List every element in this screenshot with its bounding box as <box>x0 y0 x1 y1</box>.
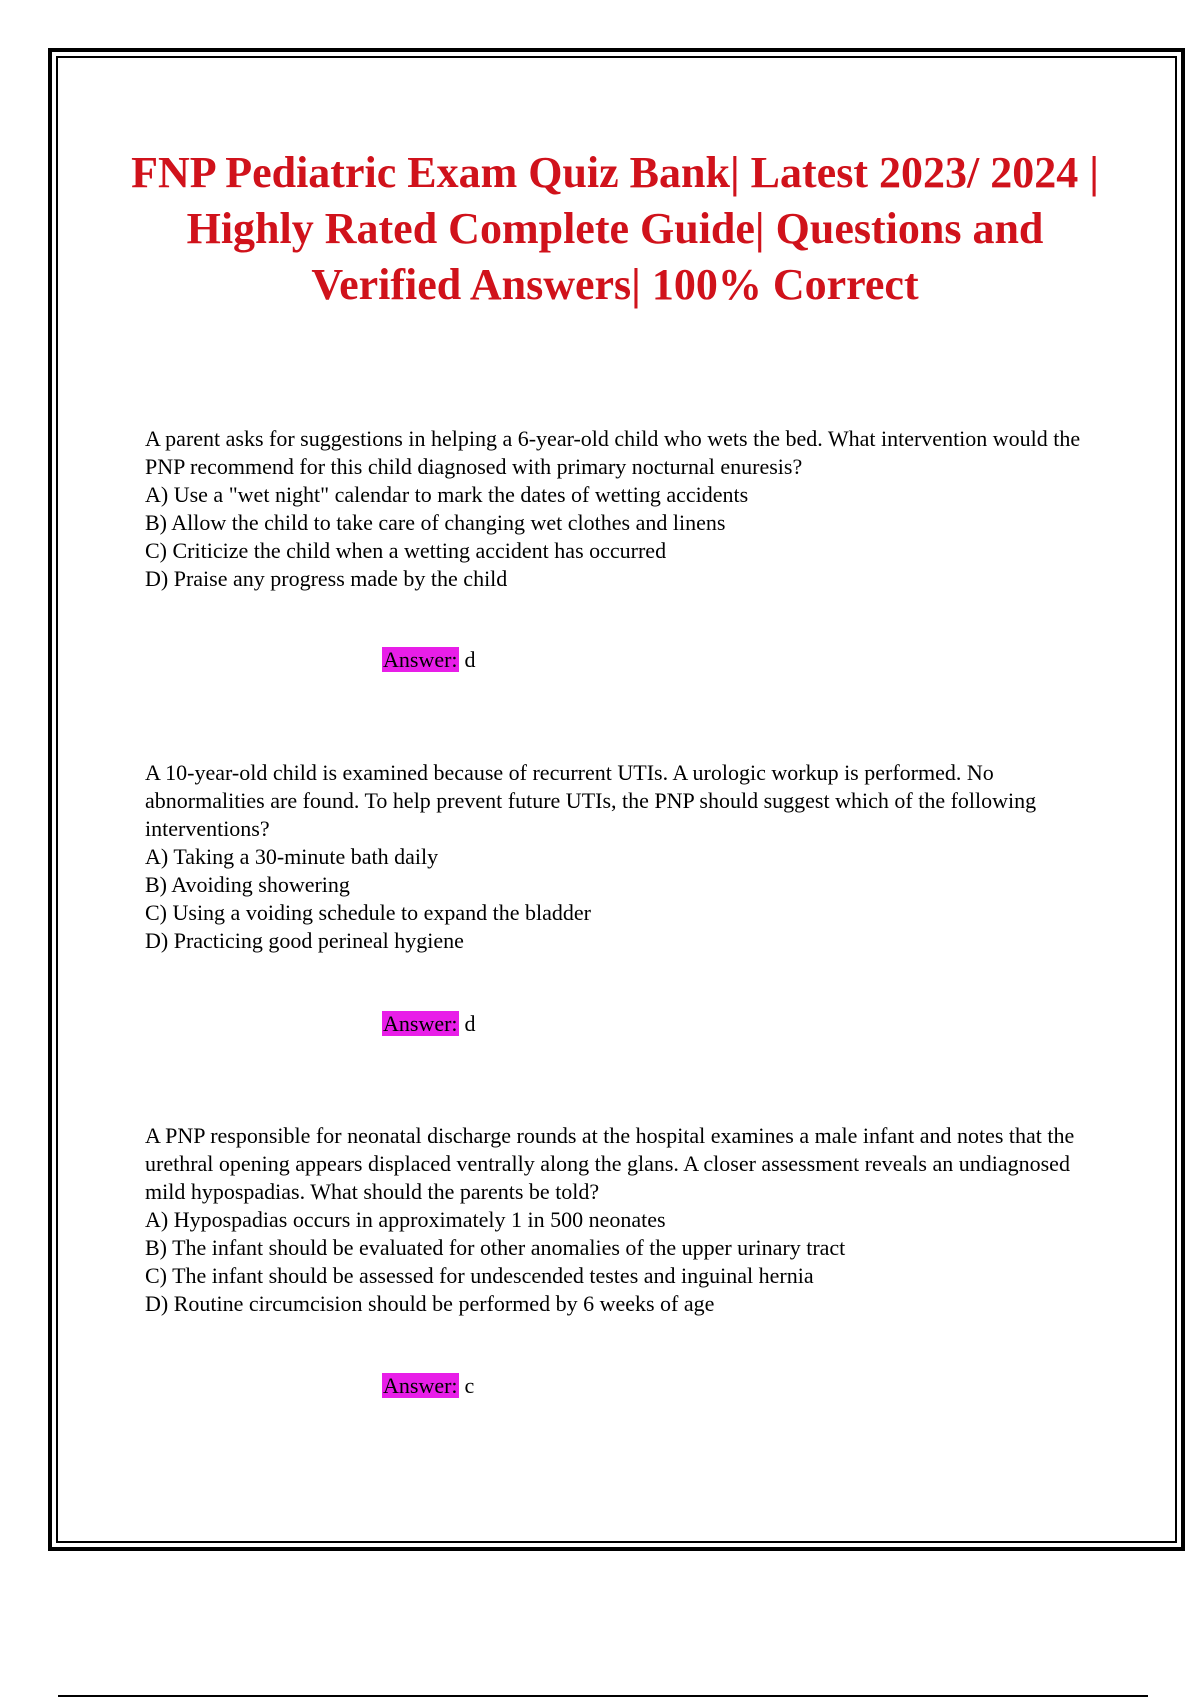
question-option-c: C) Using a voiding schedule to expand the bladder <box>145 900 592 925</box>
footer-divider <box>58 1695 1148 1697</box>
question-2 <box>145 759 1095 955</box>
question-stem: A parent asks for suggestions in helping a 6-year-old child who wets the bed. What intervention would the PNP recommend for this child diagnosed with primary nocturnal enuresis? <box>145 426 1081 479</box>
answer-3 <box>382 1372 474 1400</box>
answer-value: c <box>464 1373 475 1398</box>
question-option-a: A) Hypospadias occurs in approximately 1 in 500 neonates <box>145 1207 666 1232</box>
document-title: FNP Pediatric Exam Quiz Bank| Latest 2023/ 2024 | Highly Rated Complete Guide| Questions and Verified Answers| 100% Correct <box>131 148 1099 309</box>
question-stem: A 10-year-old child is examined because of recurrent UTIs. A urologic workup is performed. No abnormalities are found. To help prevent future UTIs, the PNP should suggest which of the following interventions? <box>145 760 1037 841</box>
question-3 <box>145 1122 1095 1318</box>
answer-label: Answer: <box>383 1373 458 1398</box>
question-option-d: D) Practicing good perineal hygiene <box>145 928 464 953</box>
answer-1 <box>382 646 476 674</box>
question-stem: A PNP responsible for neonatal discharge rounds at the hospital examines a male infant and notes that the urethral opening appears displaced ventrally along the glans. A closer assessment reveals an undiagnosed mild hypospadias. What should the parents be told? <box>145 1123 1075 1204</box>
answer-value: d <box>464 647 476 672</box>
question-option-d: D) Routine circumcision should be performed by 6 weeks of age <box>145 1291 715 1316</box>
answer-label: Answer: <box>383 1011 458 1036</box>
question-option-a: A) Use a "wet night" calendar to mark the dates of wetting accidents <box>145 482 749 507</box>
question-option-b: B) Avoiding showering <box>145 872 350 897</box>
answer-label: Answer: <box>383 647 458 672</box>
answer-2 <box>382 1010 476 1038</box>
answer-value: d <box>464 1011 476 1036</box>
question-option-b: B) The infant should be evaluated for other anomalies of the upper urinary tract <box>145 1235 846 1260</box>
question-1 <box>145 425 1095 593</box>
question-option-c: C) Criticize the child when a wetting accident has occurred <box>145 538 667 563</box>
question-option-d: D) Praise any progress made by the child <box>145 566 508 591</box>
question-option-c: C) The infant should be assessed for undescended testes and inguinal hernia <box>145 1263 814 1288</box>
question-option-b: B) Allow the child to take care of changing wet clothes and linens <box>145 510 726 535</box>
question-option-a: A) Taking a 30-minute bath daily <box>145 844 439 869</box>
